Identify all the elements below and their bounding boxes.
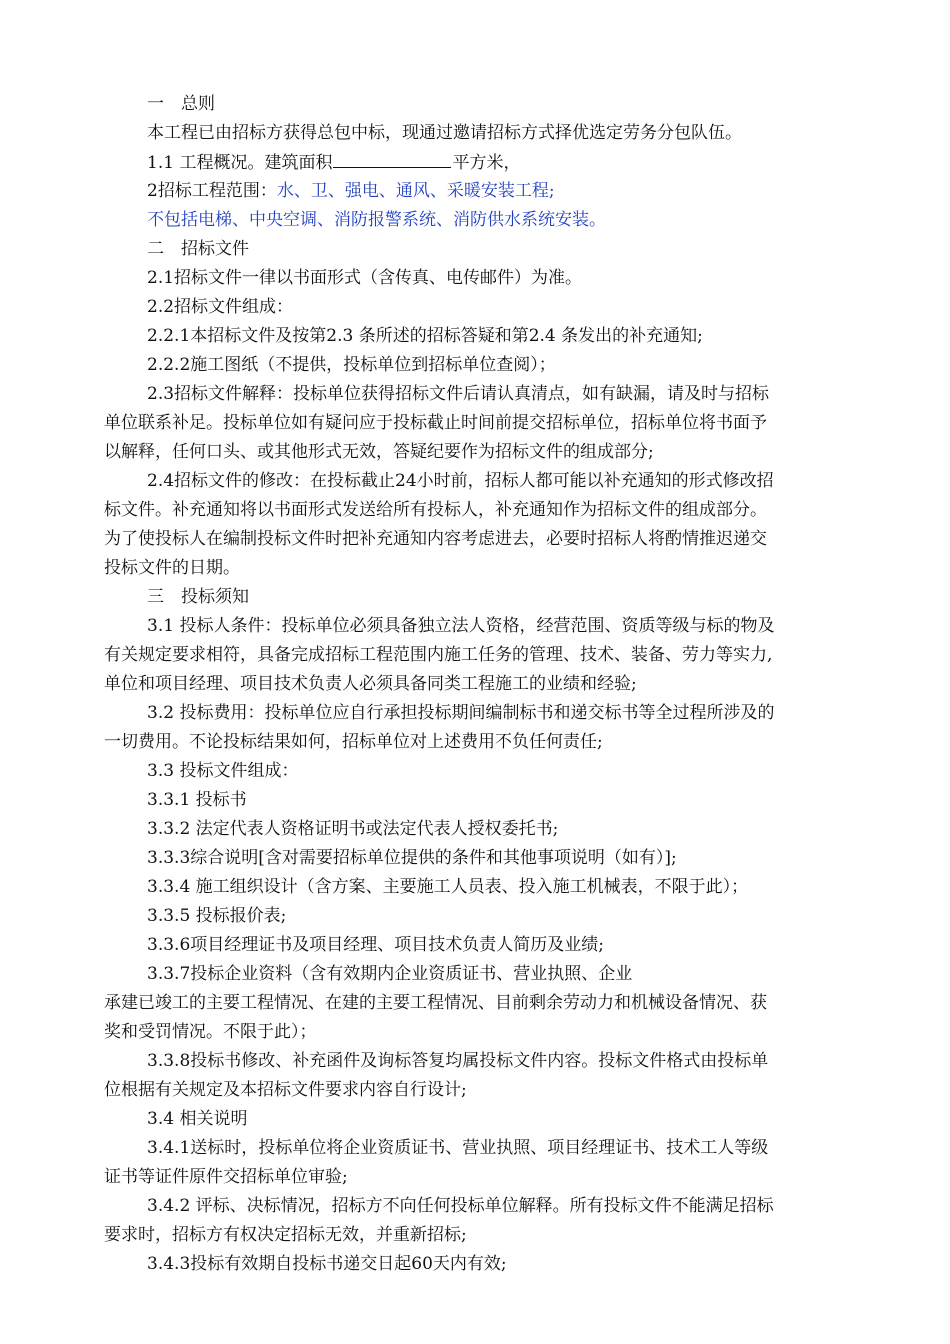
area-blank-field bbox=[333, 150, 451, 168]
project-overview-line: 1.1 工程概况。建筑面积 平方米， bbox=[147, 150, 520, 174]
paragraph-line: 以解释，任何口头、或其他形式无效，答疑纪要作为招标文件的组成部分; bbox=[104, 442, 654, 462]
paragraph-line: 奖和受罚情况。不限于此）； bbox=[104, 1022, 317, 1042]
paragraph-line: 3.3 投标文件组成： bbox=[147, 761, 299, 781]
paragraph-line: 3.4.3投标有效期自投标书递交日起60天内有效; bbox=[147, 1254, 507, 1274]
paragraph-line: 有关规定要求相符，具备完成招标工程范围内施工任务的管理、技术、装备、劳力等实力, bbox=[104, 645, 773, 665]
paragraph-line: 2.4招标文件的修改：在投标截止24小时前，招标人都可能以补充通知的形式修改招 bbox=[147, 471, 774, 491]
paragraph-line: 要求时，招标方有权决定招标无效，并重新招标; bbox=[104, 1225, 467, 1245]
paragraph-line: 3.4 相关说明 bbox=[147, 1109, 248, 1129]
heading-general: 一 总则 bbox=[147, 94, 215, 114]
paragraph-line: 3.3.3综合说明[含对需要招标单位提供的条件和其他事项说明（如有）]; bbox=[147, 848, 677, 868]
paragraph-line: 3.4.2 评标、决标情况，招标方不向任何投标单位解释。所有投标文件不能满足招标 bbox=[147, 1196, 774, 1216]
paragraph-line: 2.1招标文件一律以书面形式（含传真、电传邮件）为准。 bbox=[147, 268, 583, 288]
paragraph-line: 2.3招标文件解释：投标单位获得招标文件后请认真清点，如有缺漏，请及时与招标 bbox=[147, 384, 770, 404]
paragraph-line: 3.3.7投标企业资料（含有效期内企业资质证书、营业执照、企业 bbox=[147, 964, 633, 984]
paragraph-line: 3.4.1送标时，投标单位将企业资质证书、营业执照、项目经理证书、技术工人等级 bbox=[147, 1138, 769, 1158]
paragraph-line: 3.1 投标人条件：投标单位必须具备独立法人资格，经营范围、资质等级与标的物及 bbox=[147, 616, 775, 636]
paragraph-line: 为了使投标人在编制投标文件时把补充通知内容考虑进去，必要时招标人将酌情推迟递交 bbox=[104, 529, 767, 549]
paragraph-line: 证书等证件原件交招标单位审验; bbox=[104, 1167, 348, 1187]
paragraph-line: 一切费用。不论投标结果如何，招标单位对上述费用不负任何责任; bbox=[104, 732, 603, 752]
paragraph-line: 3.3.5 投标报价表; bbox=[147, 906, 287, 926]
paragraph-line: 投标文件的日期。 bbox=[104, 558, 240, 578]
heading-bidding-documents: 二 招标文件 bbox=[147, 239, 249, 259]
paragraph-line: 3.3.1 投标书 bbox=[147, 790, 247, 810]
paragraph-line: 2.2招标文件组成： bbox=[147, 297, 294, 317]
scope-exclusion-line: 不包括电梯、中央空调、消防报警系统、消防供水系统安装。 bbox=[147, 210, 606, 230]
paragraph-line: 2.2.1本招标文件及按第2.3 条所述的招标答疑和第2.4 条发出的补充通知; bbox=[147, 326, 703, 346]
paragraph-line: 3.2 投标费用：投标单位应自行承担投标期间编制标书和递交标书等全过程所涉及的 bbox=[147, 703, 775, 723]
paragraph-line: 2.2.2施工图纸（不提供，投标单位到招标单位查阅）； bbox=[147, 355, 556, 375]
scope-line: 2招标工程范围：水、卫、强电、通风、采暖安装工程; bbox=[147, 181, 555, 201]
paragraph-line: 单位联系补足。投标单位如有疑问应于投标截止时间前提交招标单位，招标单位将书面予 bbox=[104, 413, 767, 433]
paragraph-line: 本工程已由招标方获得总包中标，现通过邀请招标方式择优选定劳务分包队伍。 bbox=[147, 123, 742, 143]
paragraph-line: 单位和项目经理、项目技术负责人必须具备同类工程施工的业绩和经验; bbox=[104, 674, 637, 694]
paragraph-line: 3.3.2 法定代表人资格证明书或法定代表人授权委托书; bbox=[147, 819, 559, 839]
paragraph-line: 3.3.8投标书修改、补充函件及询标答复均属投标文件内容。投标文件格式由投标单 bbox=[147, 1051, 769, 1071]
paragraph-line: 位根据有关规定及本招标文件要求内容自行设计; bbox=[104, 1080, 467, 1100]
paragraph-line: 3.3.4 施工组织设计（含方案、主要施工人员表、投入施工机械表，不限于此）； bbox=[147, 877, 749, 897]
paragraph-line: 标文件。补充通知将以书面形式发送给所有投标人，补充通知作为招标文件的组成部分。 bbox=[104, 500, 767, 520]
heading-bidder-notice: 三 投标须知 bbox=[147, 587, 249, 607]
paragraph-line: 3.3.6项目经理证书及项目经理、项目技术负责人简历及业绩; bbox=[147, 935, 604, 955]
paragraph-line: 承建已竣工的主要工程情况、在建的主要工程情况、目前剩余劳动力和机械设备情况、获 bbox=[104, 993, 767, 1013]
